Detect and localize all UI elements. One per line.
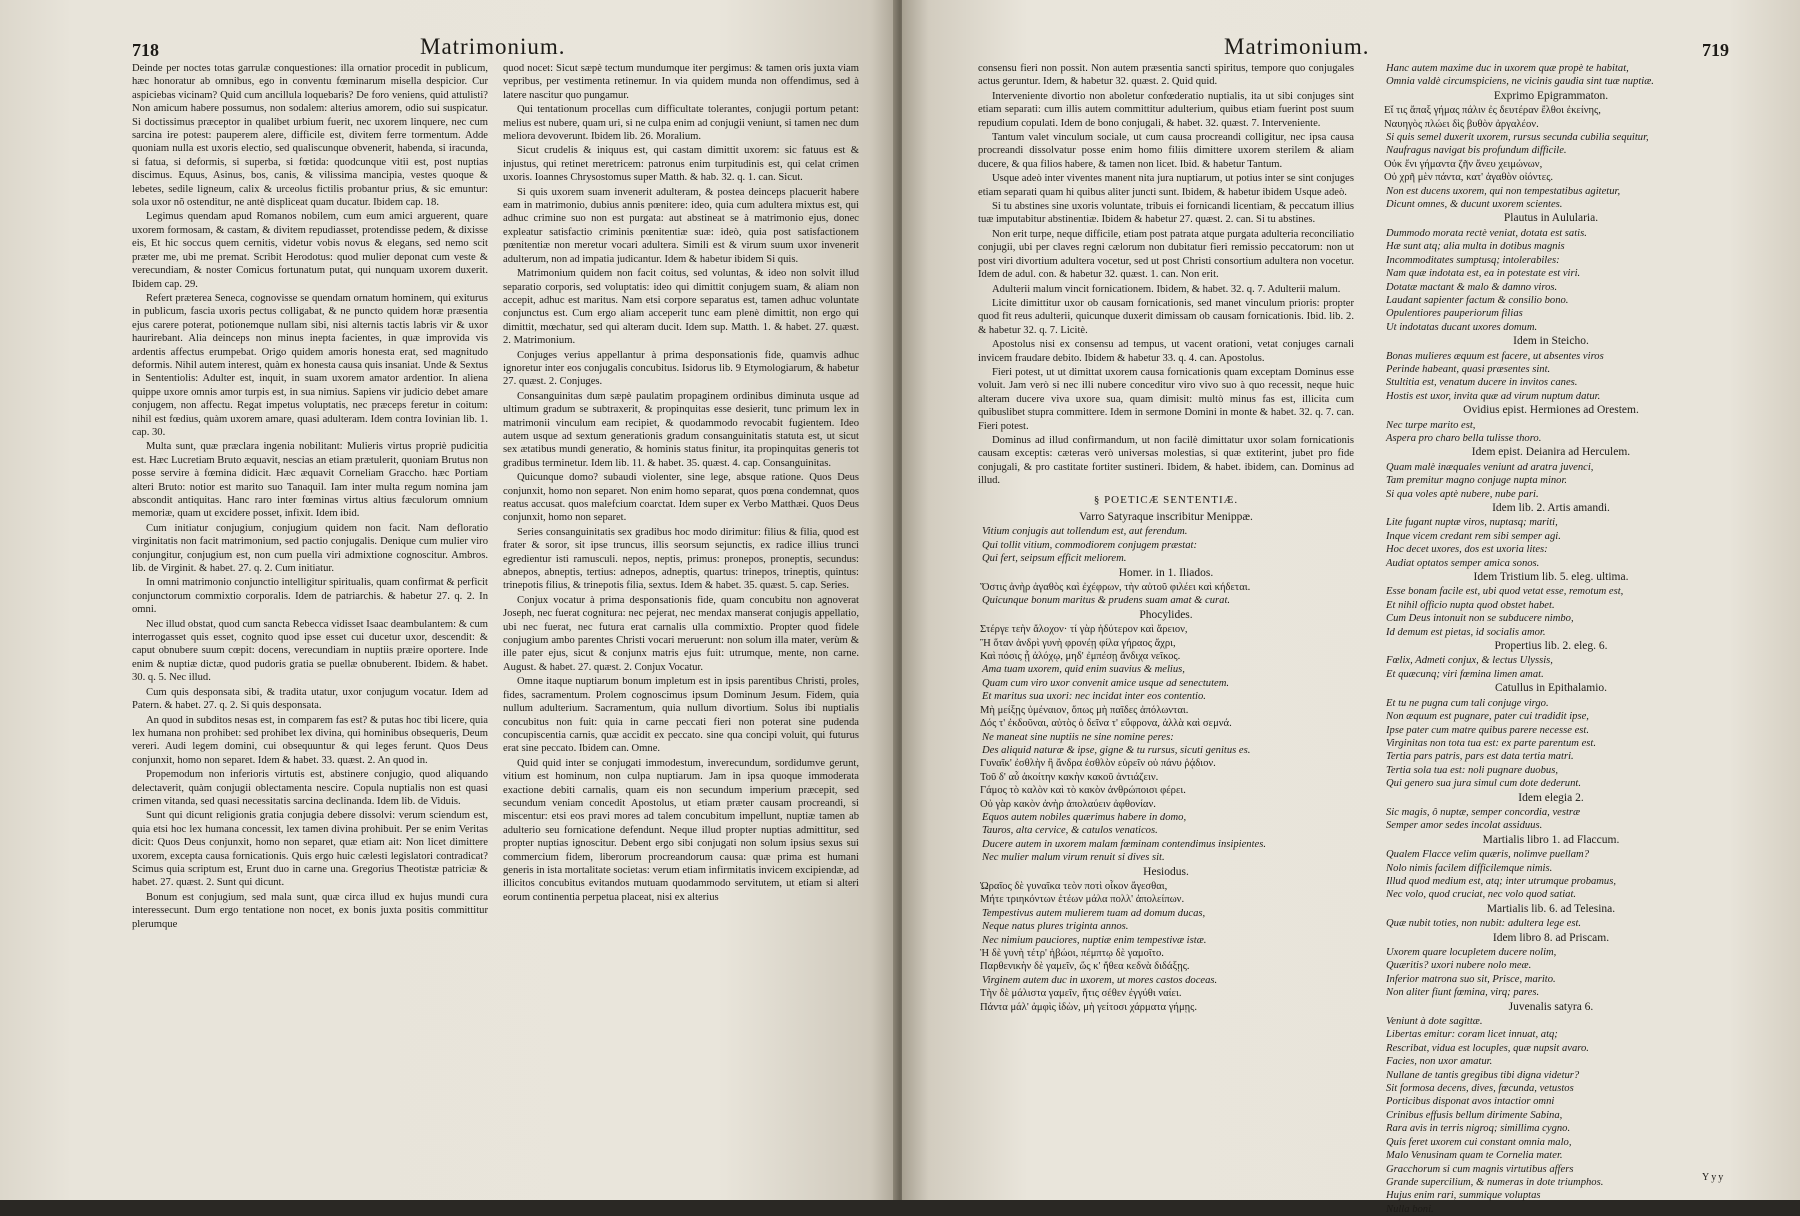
verse-line: Illud quod medium est, atq; inter utrumque probamus,: [1386, 875, 1617, 887]
verse-line: Quæritis? uxori nubere nolo meæ.: [1386, 960, 1532, 972]
paragraph: Bonum est conjugium, sed mala sunt, quæ circa illud ex hujus mundi cura interessecunt. Dum ergo tentatione non nocet, ex bonis juxta positis committitur plerumque: [132, 891, 488, 930]
paragraph: Non erit turpe, neque difficile, etiam post patrata atque purgata adulteria reconciliatio conjugii, ubi per claves regni cælorum non dubitatur fieri remissio peccatorum: non ut post viri divortium adultera vocetur, sed ut post Christi consortium adultera non vocetur. Idem de adul. con. & habetur 32. quæst. 1. can. Non erit.: [978, 228, 1354, 281]
verse-line: Audiat optatos semper amica sonos.: [1386, 557, 1540, 569]
verse-line: Dotatæ mactant & malo & damno viros.: [1386, 281, 1558, 293]
paragraph: Cum initiatur conjugium, conjugium quidem non facit. Nam defloratio virginitatis non facit matrimonium, sed pactio conjugalis. Denique cum mulier viro conjungitur, conjugium est, non cum puella viri admixtione cognoscitur. Ambros. lib. de Virginit. & habet. 27. q. 2. Cum initiatur.: [132, 522, 488, 575]
verse-line: Dummodo morata rectè veniat, dotata est satis.: [1386, 227, 1587, 239]
verse-line: Tam premitur magno conjuge nupta minor.: [1386, 475, 1568, 487]
verse-line: Aspera pro charo bella tulisse thoro.: [1386, 432, 1542, 444]
verse-line: Et nihil officio nupta quod obstet habet.: [1386, 599, 1555, 611]
verse-line: Quæ nubit toties, non nubit: adultera lege est.: [1386, 918, 1582, 930]
verse-line: Si quis semel duxerit uxorem, rursus secunda cubilia sequitur,: [1386, 132, 1649, 144]
verse-line: Non aliter fiunt fœmina, virq; pares.: [1386, 987, 1540, 999]
greek-line: Ἢ ὅταν ἀνδρὶ γυνὴ φρονέῃ φίλα γήραος ἄχρι,: [980, 637, 1176, 649]
verse-line: Sit formosa decens, dives, fœcunda, vetustos: [1386, 1083, 1574, 1095]
paragraph: Adulterii malum vincit fornicationem. Ibidem, & habet. 32. q. 7. Adulterii malum.: [992, 283, 1341, 295]
verse-line: Incommoditates sumptusq; intolerabiles:: [1386, 254, 1560, 266]
paragraph: Apostolus nisi ex consensu ad tempus, ut vacent orationi, vetat conjuges carnali invicem fraudare debito. Ibidem & habetur 33. q. 4. can. Apostolus.: [978, 339, 1354, 364]
verse-line: Nullane de tantis gregibus tibi digna videtur?: [1386, 1069, 1580, 1081]
greek-line: Πάντα μάλ' ἀμφὶς ἰδὼν, μὴ γείτοσι χάρματα γήμῃς.: [980, 1001, 1198, 1013]
paragraph: In omni matrimonio conjunctio intelligitur spiritualis, quam confirmat & perficit conjunctorum commixtio corporalis. Idem de patriarchis. & habetur 27. q. 2. In omni.: [132, 577, 488, 616]
paragraph: Omne itaque nuptiarum bonum impletum est in ipsis parentibus Christi, proles, fides, sacramentum. Prolem cognoscimus ipsum Dominum Jesum. Fidem, quia nullum adulterium. Sacramentum, quia nullum divortium. Solus ibi nuptialis concubitus non fuit: quia in carne peccati fieri non poterat sine pudenda concupiscentia carnis, quæ accidit ex peccato. sine qua concipi voluit, qui futurus erat sine peccato. Ibidem can. Omne.: [503, 676, 859, 755]
greek-line: Δός τ' ἐκδοῦναι, αὐτὸς ὁ δεῖνα τ' εὔφρονα, ἀλλὰ καὶ σεμνά.: [980, 718, 1232, 730]
verse-line: Perinde habeant, quasi præsentes sint.: [1386, 363, 1551, 375]
paragraph: Sicut crudelis & iniquus est, qui castam dimittit uxorem: sic fatuus est & injustus, qui retinet meretricem: patronus enim turpitudinis est, qui celat crimen uxoris. Ioannes Chrysostomus super Matth. & hab. 32. q. 1. can. Sicut.: [503, 145, 859, 184]
paragraph: quod nocet: Sicut sæpè tectum mundumque iter pergimus: & tamen oris juxta viam vepribus, per vestimenta retinemur. In via quidem munda non offendimus, sed à latere nascitur quo pungamur.: [503, 63, 859, 101]
verse-line: Quis feret uxorem cui constant omnia malo,: [1386, 1136, 1572, 1148]
verse-line: Hujus enim rari, summique voluptas: [1386, 1190, 1541, 1202]
verse-line: Tertia sola tua est: noli pugnare duobus,: [1386, 764, 1558, 776]
section-heading: § POETICÆ SENTENTIÆ.: [1093, 493, 1239, 506]
verse-line: Nam quæ indotata est, ea in potestate est viri.: [1386, 268, 1581, 280]
greek-line: Οὐ χρῆ μὲν πάντα, κατ' ἀγαθὸν οἰόντες.: [1384, 172, 1554, 184]
verse-line: Semper amor sedes incolat assiduus.: [1386, 820, 1543, 832]
paragraph: Consanguinitas dum sæpè paulatim propaginem ordinibus diminuta usque ad ultimum gradum se subtraxerit, & propinquitas esse desierit, tunc primum lex in matrimonii vinculum eam recipiet, & quodammodo revocabit fugientem. Ideo autem usque ad sextum generationis gradum consanguinitatis statuta est, ut sicut sex ætatibus mundi generatio, & hominis status finitur, ita propinquitas generis tot gradibus terminetur. Idem lib. 11. & habet. 35. quæst. 4. cap. Consanguinitas.: [503, 390, 859, 469]
verse-line: Neque natus plures triginta annos.: [982, 921, 1129, 933]
verse-source: Idem elegia 2.: [1518, 791, 1584, 804]
verse-line: Tempestivus autem mulierem tuam ad domum ducas,: [982, 907, 1206, 919]
verse-line: Non est ducens uxorem, qui non tempestatibus agitetur,: [1386, 185, 1621, 197]
greek-line: Γάμος τὸ καλὸν καὶ τὸ κακὸν ἀνθρώποισι φέρει.: [980, 785, 1186, 797]
page-number: 719: [1702, 40, 1729, 60]
verse-line: Uxorem quare locupletem ducere nolim,: [1386, 947, 1557, 958]
greek-line: Οὐ γὰρ κακὸν ἀνὴρ ἀπολαύειν ἀφθονίαν.: [980, 798, 1156, 810]
verse-line: Esse bonam facile est, ubi quod vetat esse, remotum est,: [1386, 586, 1624, 598]
verse-line: Non æquum est pugnare, pater cui tradidit ipse,: [1386, 711, 1589, 723]
verse-line: Et maritus sua uxori: nec incidat inter eos contentio.: [982, 691, 1206, 703]
verse-line: Omnia valdè circumspiciens, ne vicinis gaudia sint tuæ nuptiæ.: [1386, 76, 1654, 88]
verse-source: Martialis lib. 6. ad Telesina.: [1486, 902, 1616, 915]
right-page: [902, 0, 1800, 1215]
verse-line: Libertas emitur: coram licet innuat, atq;: [1386, 1029, 1558, 1041]
greek-line: Ὡραῖος δὲ γυναῖκα τεὸν ποτὶ οἶκον ἄγεσθαι,: [980, 880, 1168, 892]
greek-line: Μήτε τριηκόντων ἐτέων μάλα πολλ' ἀπολείπων.: [980, 894, 1185, 906]
verse-line: Ama tuam uxorem, quid enim suavius & melius,: [982, 664, 1185, 676]
verse-line: Ducere autem in uxorem malam fœminam contendimus insipientes.: [982, 838, 1267, 850]
paragraph: Conjux vocatur à prima desponsationis fide, quam concubitu non agnoverat Joseph, nec fuerat cognitura: nec pejerat, nec mendax manserat conjugis appellatio, ubi nec fuerat, nec futura erat carnalis ulla commixtio. Propter quod fidele conjugium ambo parentes Christi vocari meruerunt: non solum illa mater, verùm & ille pater ejus, sicut & conjunx matris ejus fuit: utrumque, mente, non carne. August. & habet. 27. quæst. 2. Conjux Vocatur.: [503, 594, 859, 673]
verse-line: Facies, non uxor amatur.: [1386, 1056, 1493, 1068]
paragraph: Dominus ad illud confirmandum, ut non facilè dimittatur uxor solam fornicationis causam exceptis: cæteras verò universas molestias, si quæ extiterint, jubet pro fide conjugali, & pro castitate fortiter sustineri. Ibidem, & habet. ibidem, can. Dominus ad illud.: [978, 434, 1354, 487]
verse-line: Bonas mulieres æquum est facere, ut absentes viros: [1386, 350, 1604, 362]
verse-line: Cum Deus intonuit non se subducere nimbo,: [1386, 613, 1574, 625]
left-page: [0, 0, 898, 1200]
paragraph: Si quis uxorem suam invenerit adulteram, & postea deinceps placuerit habere eam in matrimonio, dubius annis pœnitere: ideo, quia cum adultera mixtus est, qui adhuc crimine suo non est purgata: aut abstineat se à matrimonio ejus, donec expleatur satisfactio criminis pœnitentiæ suæ: ideò, quia post satisfactionem pœnitentiæ non meretur vocari adultera. Simili est & virum suum uxor invenerit adulterum, non ad impatia judicantur. Idem & habetur ibidem Si quis.: [503, 186, 859, 265]
verse-source: Plautus in Aulularia.: [1503, 212, 1599, 225]
paragraph: Quicunque domo? subaudi violenter, sine lege, absque ratione. Quos Deus conjunxit, homo non separet. Non enim homo separat, quos pœna condemnat, quos reatus accusat. quos malefcium coarctat. Idem super ex Verbo Matthæi. Quos Deus conjunxit, homo non separet.: [503, 472, 859, 524]
verse-source: Idem Tristium lib. 5. eleg. ultima.: [1473, 571, 1629, 584]
verse-line: Grande supercilium, & numeras in dote triumphos.: [1386, 1176, 1604, 1188]
verse-line: Quam cum viro uxor convenit amice usque ad senectutem.: [982, 677, 1230, 689]
verse-source: Homer. in 1. Iliados.: [1118, 566, 1214, 579]
verse-source: Exprimo Epigrammaton.: [1493, 89, 1609, 102]
verse-line: Qui genero sua jura simul cum dote dederunt.: [1386, 778, 1581, 790]
verse-line: Virginem autem duc in uxorem, ut mores castos doceas.: [982, 974, 1218, 986]
paragraph: An quod in subditos nesas est, in comparem fas est? & putas hoc tibi licere, quia lex humana non prohibet: sed prohibet lex divina, qui hominibus obsequeris, Deum vereri. Audi legem domini, cui obsequuntur & qui leges ferunt. Quos Deus conjunxit, homo non separet. Idem & habet. 33. quæst. 2. An quod in.: [132, 714, 488, 766]
verse-line: Equos autem nobiles quærimus habere in domo,: [982, 811, 1187, 823]
verse-line: Malo Venusinam quam te Cornelia mater.: [1386, 1150, 1563, 1162]
greek-line: Μὴ μείξῃς ὑμέναιον, ὅπως μὴ παῖδες ἀπόλωνται.: [980, 704, 1189, 716]
paragraph: Usque adeò inter viventes manent nita jura nuptiarum, ut potius inter se sint conjuges etiam separati quam hi quibus aliter juncti sunt. Ibidem, & habetur ibidem Usque adeò.: [978, 173, 1354, 198]
verse-line: Et quæcunq; viri fœmina limen amat.: [1386, 668, 1544, 680]
verse-line: Hæ sunt atq; alia multa in dotibus magnis: [1386, 241, 1565, 253]
verse-line: Tertia pars patris, pars est data tertia matri.: [1386, 751, 1574, 763]
verse-line: Rara avis in terris nigroq; simillima cygno.: [1386, 1123, 1571, 1135]
greek-line: Εἴ τις ἄπαξ γήμας πάλιν ἐς δευτέραν ἔλθοι ἐκείνης,: [1384, 105, 1601, 117]
verse-line: Porticibus disponat avos intactior omni: [1386, 1096, 1555, 1108]
greek-line: Καὶ πόσις ᾗ ἀλόχῳ, μηδ' ἐμπέσῃ ἄνδιχα νεῖκος.: [980, 651, 1181, 663]
verse-source: Phocylides.: [1139, 608, 1193, 621]
verse-line: Nulla boni.: [1386, 1203, 1434, 1215]
verse-line: Inferior matrona suo sit, Prisce, marito.: [1386, 973, 1556, 985]
page-number: 718: [132, 40, 159, 60]
paragraph: Fieri potest, ut ut dimittat uxorem causa fornicationis quam exceptam Dominus esse voluit. Jam verò si nec illi nubere conceditur viro vivo suo à quo recessit, neque huic alteram ducere viva uxore sua, quam dimisit: multò minus fas est, illicita cum quibuslibet stupra committere. Idem in sermone Domini in monte & habet. 32. q. 7. can. Fieri potest.: [978, 366, 1354, 432]
paragraph: Propemodum non inferioris virtutis est, abstinere conjugio, quod aliquando delectaverit, quàm conjugii oblectamenta nescire. Copula nuptialis non est quasi crimen vitanda, sed quasi necessitatis sarcina declinanda. Idem lib. de Viduis.: [132, 769, 488, 807]
paragraph: Interveniente divortio non aboletur confœderatio nuptialis, ita ut sibi conjuges sint etiam separati: cum illis autem committitur adulterium, quibus etiam fuerint post suum repudium copulati. Idem de bono conjugali, & habet. 32. quæst. 7. Interveniente.: [978, 90, 1354, 129]
verse-source: Hesiodus.: [1143, 865, 1189, 878]
verse-line: Si qua voles aptè nubere, nube pari.: [1386, 488, 1539, 500]
verse-source: Catullus in Epithalamio.: [1494, 682, 1608, 695]
greek-line: Τὴν δὲ μάλιστα γαμεῖν, ἥτις σέθεν ἐγγύθι ναίει.: [980, 988, 1182, 1000]
verse-line: Tauros, alta cervice, & catulos venaticos.: [982, 825, 1158, 837]
running-head: Matrimonium.: [1224, 34, 1370, 59]
verse-source: Ovidius epist. Hermiones ad Orestem.: [1463, 404, 1639, 417]
paragraph: Deinde per noctes totas garrulæ conquestiones: illa ornatior procedit in publicum, hæc honoratur ab omnibus, ego in conventu fœminarum misella despicior. Cur aspiciebas vicinam? Quid cum ancillula loquebaris? De foro veniens, quid attulisti? Non amicum habere possumus, non sodalem: alterius amorem, odio sui suspicatur. Si doctissimus præceptor in qualibet urbium fuerit, nec uxorem linquere, nec cum sarcina ire potest: pauperem alere, difficile est, divitem ferre tormentum. Adde quoniam nulla est uxoris electio, sed qualiscunque obvenerit, habenda, si iracunda, si fatua, si deformis, si superba, si fœtida: quodcunque vitii est, post nuptias discimus. Equus, Asinus, bos, canis, & vilissima mancipia, vestes quoque & lebetes, sedile ligneum, calix & urceolus fictilis probantur prius, & sic emuntur: sola uxor nõ ostenditur, ne antè displiceat quam ducatur. Ibidem cap. 18.: [132, 63, 488, 209]
paragraph: Multa sunt, quæ præclara ingenia nobilitant: Mulieris virtus propriè pudicitia est. Hæc Lucretiam Bruto æquavit, nescias an etiam prætulerit, quoniam Brutus non posse servire à fœmina didicit. Hæc æquavit Corneliam Graccho. hæc Portiam alteri Bruto: notior est marito suo Tanaquil. Iam inter multa regum nomina jam abscondit antiquitas. Hanc raro inter fœminas virtus altius fæculorum omnium memoriæ, quam ut excidere posset, infixit. Idem ibid.: [132, 441, 488, 520]
text-column-right-1: [978, 62, 1354, 1172]
verse-line: Fœlix, Admeti conjux, & lectus Ulyssis,: [1386, 655, 1553, 667]
paragraph: Licite dimittitur uxor ob causam fornicationis, sed manet vinculum prioris: propter quod fit reus adulterii, quicunque duxerit dimissam ob causam fornicationis. Ibid. lib. 2. & habetur 32. q. 7. Licitè.: [978, 297, 1354, 336]
paragraph: Qui tentationum procellas cum difficultate tolerantes, conjugii portum petant: melius est nubere, quam uri, si ne culpa enim ad conjugii veniunt, si tamen nec dum meliora devoverunt. Ibidem lib. 26. Moralium.: [503, 104, 859, 143]
verse-line: Rescribat, vidua est locuples, quæ nupsit avaro.: [1386, 1042, 1589, 1054]
verse-line: Nec turpe marito est,: [1386, 419, 1476, 431]
verse-line: Ut indotatas ducant uxores domum.: [1386, 321, 1538, 333]
paragraph: Legimus quendam apud Romanos nobilem, cum eum amici arguerent, quare uxorem formosam, & castam, & divitem repudiasset, protendisse pedem, & dixisse eis, Et hic soccus quem cernitis, videtur vobis novus & elegans, sed nemo scit præter me, ubi me premat. Scribit Herodotus: quod mulier deponat cum veste & verecundiam, & noster Comicus fortunatum putat, qui nunquam uxorem duxerit. Ibidem cap. 29.: [132, 211, 488, 290]
verse-source: Varro Satyraque inscribitur Menippæ.: [1079, 511, 1253, 523]
verse-line: Quicunque bonum maritus & prudens suam amat & curat.: [982, 595, 1231, 607]
greek-line: Ὅστις ἀνὴρ ἀγαθὸς καὶ ἐχέφρων, τὴν αὐτοῦ φιλέει καὶ κήδεται.: [980, 582, 1251, 594]
running-head: Matrimonium.: [420, 34, 566, 59]
greek-line: Ἡ δὲ γυνὴ τέτρ' ἡβώοι, πέμπτῳ δὲ γαμοῖτο.: [980, 948, 1164, 959]
paragraph: consensu fieri non possit. Non autem præsentia sancti spiritus, tempore quo conjugales actus geruntur. Idem, & habetur 32. quæst. 2. Quid quid.: [978, 63, 1354, 88]
paragraph: Quid quid inter se conjugati immodestum, inverecundum, sordidumve gerunt, vitium est hominum, non culpa nuptiarum. Jam in ipsa quoque immoderata exactione debiti carnalis, quam eis non secundum imperium præcepit, sed secundum veniam concedit Apostolus, ut etiam præter causam procreandi, si miscentur: etsi eos pravi mores ad talem concubitum impellunt, nuptiæ tamen ab adulterio seu fornicatione defendunt. Neque illud propter nuptias admittitur, sed propter nuptias ignoscitur. Debent ergo sibi conjugati non solum ipsius sexus sui commercium fidem, liberorum procreandorum causa: quæ prima est humani generis in ista mortalitate societas: verum etiam infirmitatis invicem excipiendæ, ad illicitos concubitus evitandos mutuam quodammodo servitutem, ut etiam si alteri eorum continentia perpetua placeat, nisi ex alterius: [503, 757, 859, 903]
verse-line: Opulentiores pauperiorum filias: [1386, 308, 1523, 320]
verse-line: Nec mulier malum virum renuit si dives sit.: [982, 852, 1165, 864]
verse-line: Veniunt à dote sagittæ.: [1386, 1016, 1483, 1028]
verse-line: Qui fert, seipsum efficit meliorem.: [982, 553, 1127, 565]
verse-line: Lite fugant nuptæ viros, nuptasq; mariti,: [1386, 517, 1558, 529]
verse-line: Nolo nimis facilem difficilemque nimis.: [1386, 862, 1553, 874]
verse-line: Hanc autem maxime duc in uxorem quæ propè te habitat,: [1386, 63, 1629, 74]
verse-line: Qualem Flacce velim quæris, nolimve puellam?: [1386, 849, 1589, 861]
paragraph: Nec illud obstat, quod cum sancta Rebecca vidisset Isaac deambulantem: & cum interrogasset quis esset, cognito quod ipse esset cui ducetur uxor, descendit: & caput obnubere suum cœpit: docens, verecundiam in nuptiis præire oportere. Inde enim & nuptiæ dictæ, quod pudoris gratia se puellæ obnuberent. Ibidem. & habet. 30. q. 5. Nec illud.: [132, 618, 488, 684]
paragraph: Cum quis desponsata sibi, & tradita utatur, uxor conjugum vocatur. Idem ad Patern. & habet. 27. q. 2. Si quis desponsata.: [132, 686, 488, 712]
verse-line: Crinibus effusis bellum dirimente Sabina,: [1386, 1109, 1563, 1121]
paragraph: Si tu abstines sine uxoris voluntate, tribuis ei fornicandi licentiam, & peccatum illius tuæ imputabitur abstinentiæ. Ibidem & habetur 27. quæst. 2. can. Si tu abstines.: [978, 201, 1354, 226]
verse-line: Nec volo, quod cruciat, nec volo quod satiat.: [1386, 889, 1577, 901]
verse-line: Naufragus navigat bis profundum difficile.: [1386, 145, 1567, 157]
verse-source: Martialis libro 1. ad Flaccum.: [1482, 833, 1620, 846]
greek-line: Γυναῖκ' ἐσθλὴν ἢ ἄνδρα ἐσθλὸν εὑρεῖν οὐ πάνυ ῥᾴδιον.: [980, 758, 1216, 770]
verse-source: Idem in Steicho.: [1513, 335, 1589, 348]
greek-line: Παρθενικὴν δὲ γαμεῖν, ὥς κ' ἤθεα κεδνὰ διδάξῃς.: [980, 961, 1190, 973]
verse-line: Vitium conjugis aut tollendum est, aut ferendum.: [982, 526, 1188, 538]
text-column-left-2: [503, 62, 859, 1172]
verse-line: Hostis est uxor, invita quæ ad virum nuptum datur.: [1386, 390, 1601, 402]
verse-line: Inque vicem credant rem sibi semper agi.: [1386, 530, 1561, 542]
paragraph: Sunt qui dicunt religionis gratia conjugia debere dissolvi: verum sciendum est, quia etsi hoc lex humana concessit, lex tamen divina prohibuit. Per se enim Veritas dicit: Quos Deus conjunxit, homo non separet, quæ etiam ait: Non licet dimittere uxorem, excepta causa fornicationis. Quis ergo huic cælesti legislatori contradicat? Scimus quia scriptum est, Erunt duo in carne una. Gregorius Theotistæ patriciæ & habet. 27. quæst. 2. Sunt qui dicunt.: [132, 810, 488, 889]
paragraph: Tantum valet vinculum sociale, ut cum causa procreandi colligitur, nec ipsa causa procreandi dissolvatur posse enim homo filiis dimittere uxorem sterilem & aliam ducere, & qua filios habere, & tamen non licet. Ibid. & habetur Tantum.: [978, 132, 1354, 170]
paragraph: Matrimonium quidem non facit coitus, sed voluntas, & ideo non solvit illud separatio corporis, sed voluptatis: ideo qui dimittit conjugem suam, & aliam non accepit, adhuc est maritus. Nam etsi corpore separatus est, tamen adhuc voluntate conjunctus est. Cum ergo aliam acceperit tunc eam plenè dimittit, non ergo qui dimittit, mœchatur, sed qui alteram ducit. Idem sup. Matth. 1. & habet. 27. quæst. 2. Matrimonium.: [503, 268, 859, 347]
verse-line: Stultitia est, venatum ducere in invitos canes.: [1386, 377, 1578, 389]
verse-line: Id demum est pietas, id socialis amor.: [1386, 626, 1546, 638]
verse-source: Idem lib. 2. Artis amandi.: [1492, 502, 1610, 514]
verse-line: Ipse pater cum matre quibus parere necesse est.: [1386, 724, 1589, 736]
verse-line: Quam malè inæquales veniunt ad aratra juvenci,: [1386, 461, 1594, 473]
verse-source: Juvenalis satyra 6.: [1508, 1000, 1594, 1013]
greek-line: Οὐκ ἔνι γήμαντα ζῆν ἄνευ χειμώνων,: [1384, 158, 1543, 170]
verse-line: Sic magis, ô nuptæ, semper concordia, vestræ: [1386, 806, 1581, 818]
verse-line: Qui tollit vitium, commodiorem conjugem præstat:: [982, 539, 1197, 551]
verse-source: Idem epist. Deianira ad Herculem.: [1471, 446, 1631, 459]
verse-line: Virginitas non tota tua est: ex parte parentum est.: [1386, 737, 1596, 749]
verse-source: Propertius lib. 2. eleg. 6.: [1494, 640, 1608, 653]
text-column-left-1: [132, 62, 488, 1172]
verse-line: Gracchorum si cum magnis virtutibus affers: [1386, 1163, 1574, 1175]
verse-line: Dicunt omnes, & ducunt uxorem scientes.: [1386, 199, 1563, 211]
greek-line: Τοῦ δ' αὖ ἀκοίτην κακὴν κακοῦ ἀντιάζειν.: [980, 771, 1159, 783]
verse-line: Ne maneat sine nuptiis ne sine nomine peres:: [982, 731, 1174, 743]
paragraph: Conjuges verius appellantur à prima desponsationis fide, quamvis adhuc ignoretur inter eos conjugalis concubitus. Isidorus lib. 9 Etymologiarum, & habetur 27. quæst. 2. Conjuges.: [503, 349, 859, 388]
verse-line: Laudant sapienter factum & consilio bono.: [1386, 294, 1569, 306]
paragraph: Series consanguinitatis sex gradibus hoc modo dirimitur: filius & filia, quod est frater & soror, sit ipse truncus, illis seorsum sejunctis, ex radice illius trunci egredientur isti ramusculi. nepos, neptis, primus: pronepos, proneptis, secundus: abnepos, abneptis, tertius: adnepos, adneptis, quartus: trinepos, trineptis, quintus: trinepotis filius, & trinepotis filia, sextus. Idem & habet. 35. quæst. 5. cap. Series.: [503, 526, 859, 592]
greek-line: Ναυηγὸς πλώει δὶς βυθὸν ἀργαλέον.: [1384, 118, 1539, 130]
verse-source: Idem libro 8. ad Priscam.: [1492, 931, 1610, 944]
verse-line: Et tu ne pugna cum tali conjuge virgo.: [1386, 697, 1549, 709]
verse-line: Hoc decet uxores, dos est uxoria lites:: [1386, 544, 1548, 556]
paragraph: Refert præterea Seneca, cognovisse se quendam ornatum hominem, qui exiturus in publicum, fascia uxoris pectus colligabat, & ne puncto quidem horæ præsentia ejus carere poterat, potionemque nullam sibi, nisi alternis tactis labris vir & uxor haurirebant. Alia deinceps non minus inepta facientes, in quæ improvida vis ardentis affectus erumpebat. Origo quidem amoris honesta erat, sed magnitudo deformis. Nihil autem interest, quàm ex honesta causa quis insaniat. Unde & Sextus in Sententiolis: Adulter est, inquit, in suam uxorem amator ardentior. In aliena quippe uxore omnis amor turpis est, in sua nimius. Sapiens vir judicio debet amare conjugem, non affectu. Regat impetus voluptatis, nec præceps feretur in coitum: nihil est fœdius, quàm uxorem amare, quasi adulteram. Idem contra Iovinian lib. 1. cap. 30.: [132, 292, 488, 438]
verse-line: Nec nimium pauciores, nuptiæ enim tempestivæ istæ.: [982, 934, 1207, 946]
signature-mark: Yyy: [1702, 1172, 1726, 1183]
greek-line: Στέργε τεὴν ἄλοχον· τί γὰρ ἡδύτερον καὶ ἄρειον,: [980, 624, 1188, 636]
verse-line: Des aliquid naturæ & ipse, gigne & tu rursus, sicuti genitus es.: [982, 744, 1251, 756]
